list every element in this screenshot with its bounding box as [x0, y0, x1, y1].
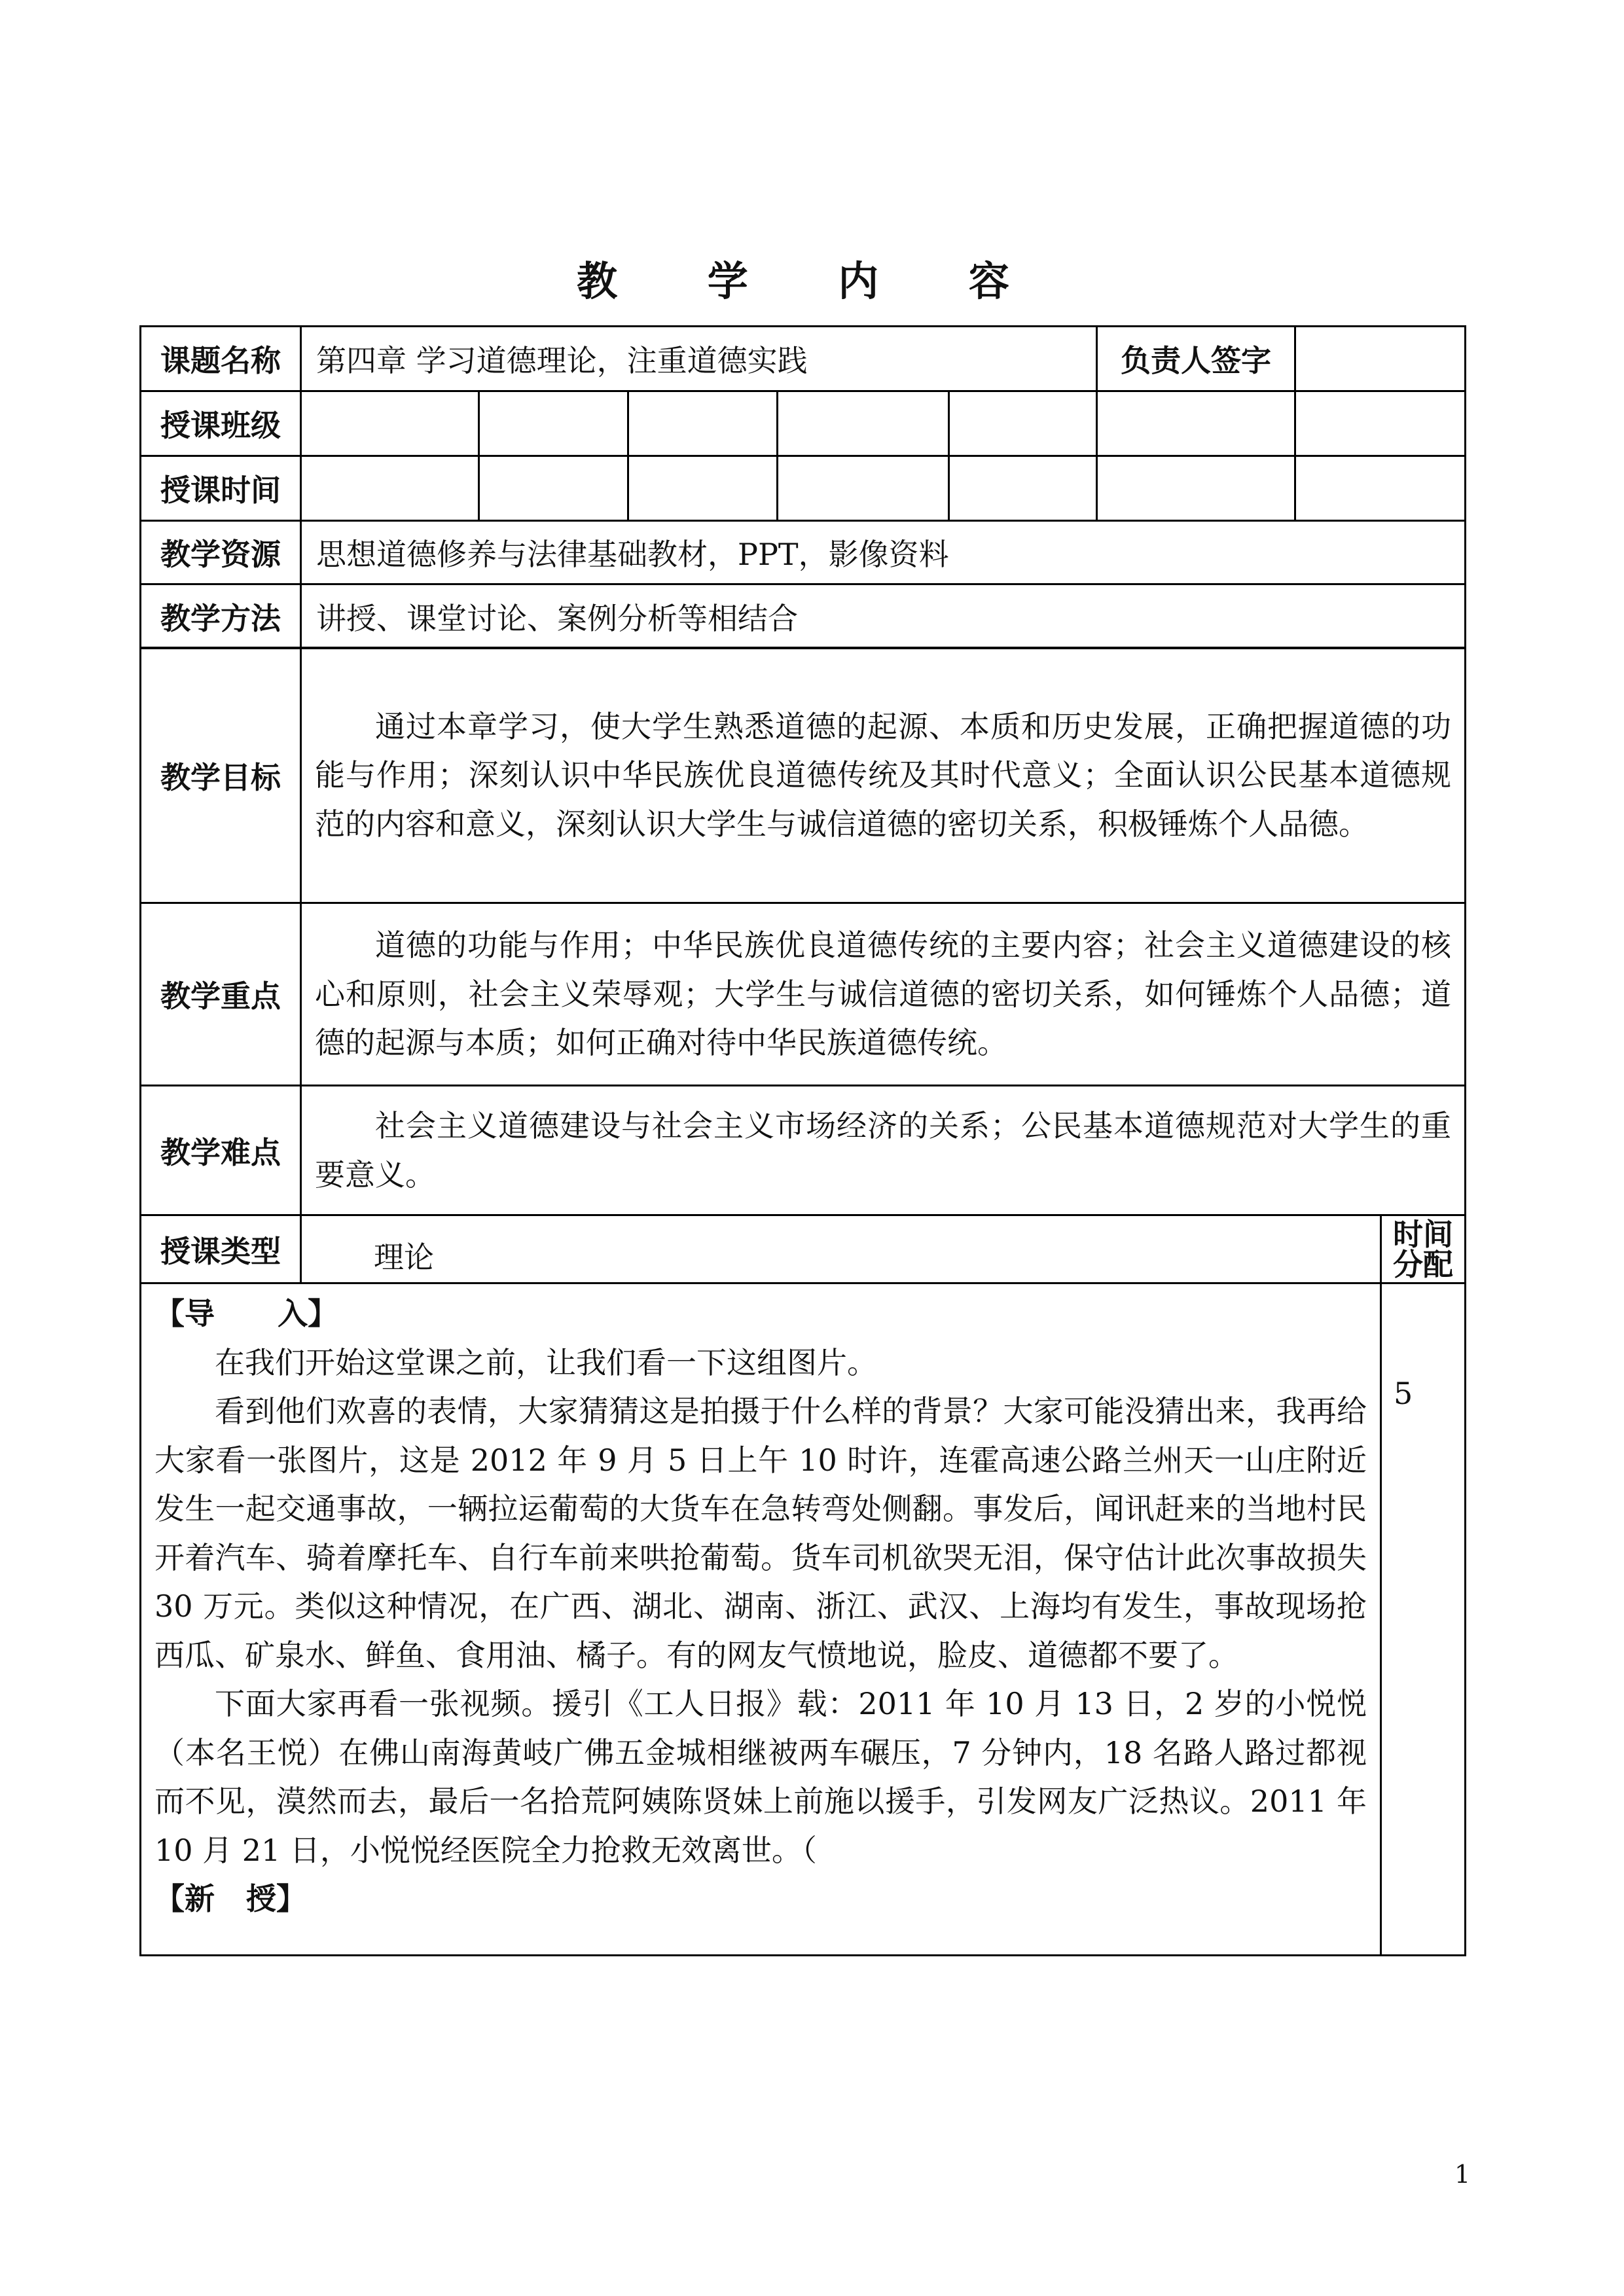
- difficulties-label: 教学难点: [141, 1086, 301, 1215]
- resources-label: 教学资源: [141, 521, 301, 584]
- lesson-paragraph: 下面大家再看一张视频。援引《工人日报》载：2011 年 10 月 13 日，2 岁的小悦悦（本名王悦）在佛山南海黄岐广佛五金城相继被两车碾压，7 分钟内，18 名路人路过都视而不见，漠然而去，最后一名拾荒阿姨陈贤妹上前施以援手，引发网友广泛热议。2011 年 10 月 21 日，小悦悦经医院全力抢救无效离世。（: [154, 1686, 1367, 1868]
- signature-field[interactable]: [1295, 327, 1466, 391]
- time-cell[interactable]: [479, 456, 628, 521]
- time-cell[interactable]: [1097, 456, 1295, 521]
- lesson-type-row: [141, 1215, 1466, 1283]
- lesson-body: [141, 1283, 1381, 1956]
- lesson-paragraph: 看到他们欢喜的表情，大家猜猜这是拍摄于什么样的背景？大家可能没猜出来，我再给大家看一张图片，这是 2012 年 9 月 5 日上午 10 时许，连霍高速公路兰州天一山庄附近发生一起交通事故，一辆拉运葡萄的大货车在急转弯处侧翻。事发后，闻讯赶来的当地村民开着汽车、骑着摩托车、自行车前来哄抢葡萄。货车司机欲哭无泪，保守估计此次事故损失 30 万元。类似这种情况，在广西、湖北、湖南、浙江、武汉、上海均有发生，事故现场抢西瓜、矿泉水、鲜鱼、食用油、橘子。有的网友气愤地说，脸皮、道德都不要了。: [154, 1393, 1367, 1673]
- class-cell[interactable]: [301, 391, 479, 456]
- lesson-type-value: 理论: [301, 1215, 1381, 1283]
- class-cell[interactable]: [1097, 391, 1295, 456]
- time-header-line2: 分配: [1393, 1246, 1453, 1282]
- lesson-body-row: [141, 1283, 1466, 1956]
- topic-row: [141, 327, 1466, 391]
- lesson-type-label: 授课类型: [141, 1215, 301, 1283]
- resources-value: 思想道德修养与法律基础教材，PPT，影像资料: [301, 521, 1466, 584]
- intro-heading: 【导 入】: [154, 1296, 338, 1331]
- difficulties-text: 社会主义道德建设与社会主义市场经济的关系；公民基本道德规范对大学生的重要意义。: [301, 1086, 1466, 1215]
- time-cell[interactable]: [949, 456, 1097, 521]
- content-table: [139, 647, 1466, 1956]
- time-allocation-header: [1381, 1215, 1466, 1283]
- new-lesson-heading: 【新 授】: [154, 1881, 307, 1916]
- time-row: [141, 456, 1466, 521]
- methods-row: [141, 584, 1466, 649]
- topic-value: 第四章 学习道德理论，注重道德实践: [301, 327, 1097, 391]
- objectives-text: 通过本章学习，使大学生熟悉道德的起源、本质和历史发展，正确把握道德的功能与作用；深刻认识中华民族优良道德传统及其时代意义；全面认识公民基本道德规范的内容和意义，深刻认识大学生与诚信道德的密切关系，积极锤炼个人品德。: [301, 648, 1466, 903]
- class-label: 授课班级: [141, 391, 301, 456]
- class-cell[interactable]: [778, 391, 949, 456]
- lesson-paragraph: 在我们开始这堂课之前，让我们看一下这组图片。: [215, 1344, 877, 1380]
- signature-label: 负责人签字: [1097, 327, 1295, 391]
- page-number: 1: [1454, 2160, 1471, 2189]
- time-cell[interactable]: [778, 456, 949, 521]
- class-cell[interactable]: [1295, 391, 1466, 456]
- header-table: [139, 325, 1466, 649]
- key-points-row: [141, 903, 1466, 1086]
- topic-label: 课题名称: [141, 327, 301, 391]
- time-header-line1: 时间: [1393, 1216, 1453, 1252]
- page-title: 教 学 内 容: [577, 257, 1047, 305]
- class-cell[interactable]: [479, 391, 628, 456]
- methods-label: 教学方法: [141, 584, 301, 649]
- difficulties-row: [141, 1086, 1466, 1215]
- methods-value: 讲授、课堂讨论、案例分析等相结合: [301, 584, 1466, 649]
- time-cell[interactable]: [628, 456, 778, 521]
- key-points-text: 道德的功能与作用；中华民族优良道德传统的主要内容；社会主义道德建设的核心和原则，社会主义荣辱观；大学生与诚信道德的密切关系，如何锤炼个人品德；道德的起源与本质；如何正确对待中华民族道德传统。: [301, 903, 1466, 1086]
- objectives-row: [141, 648, 1466, 903]
- objectives-label: 教学目标: [141, 648, 301, 903]
- class-cell[interactable]: [949, 391, 1097, 456]
- class-row: [141, 391, 1466, 456]
- time-cell[interactable]: [1295, 456, 1466, 521]
- time-label: 授课时间: [141, 456, 301, 521]
- class-cell[interactable]: [628, 391, 778, 456]
- time-allocation-value: 5: [1381, 1283, 1466, 1956]
- key-points-label: 教学重点: [141, 903, 301, 1086]
- time-cell[interactable]: [301, 456, 479, 521]
- resources-row: [141, 521, 1466, 584]
